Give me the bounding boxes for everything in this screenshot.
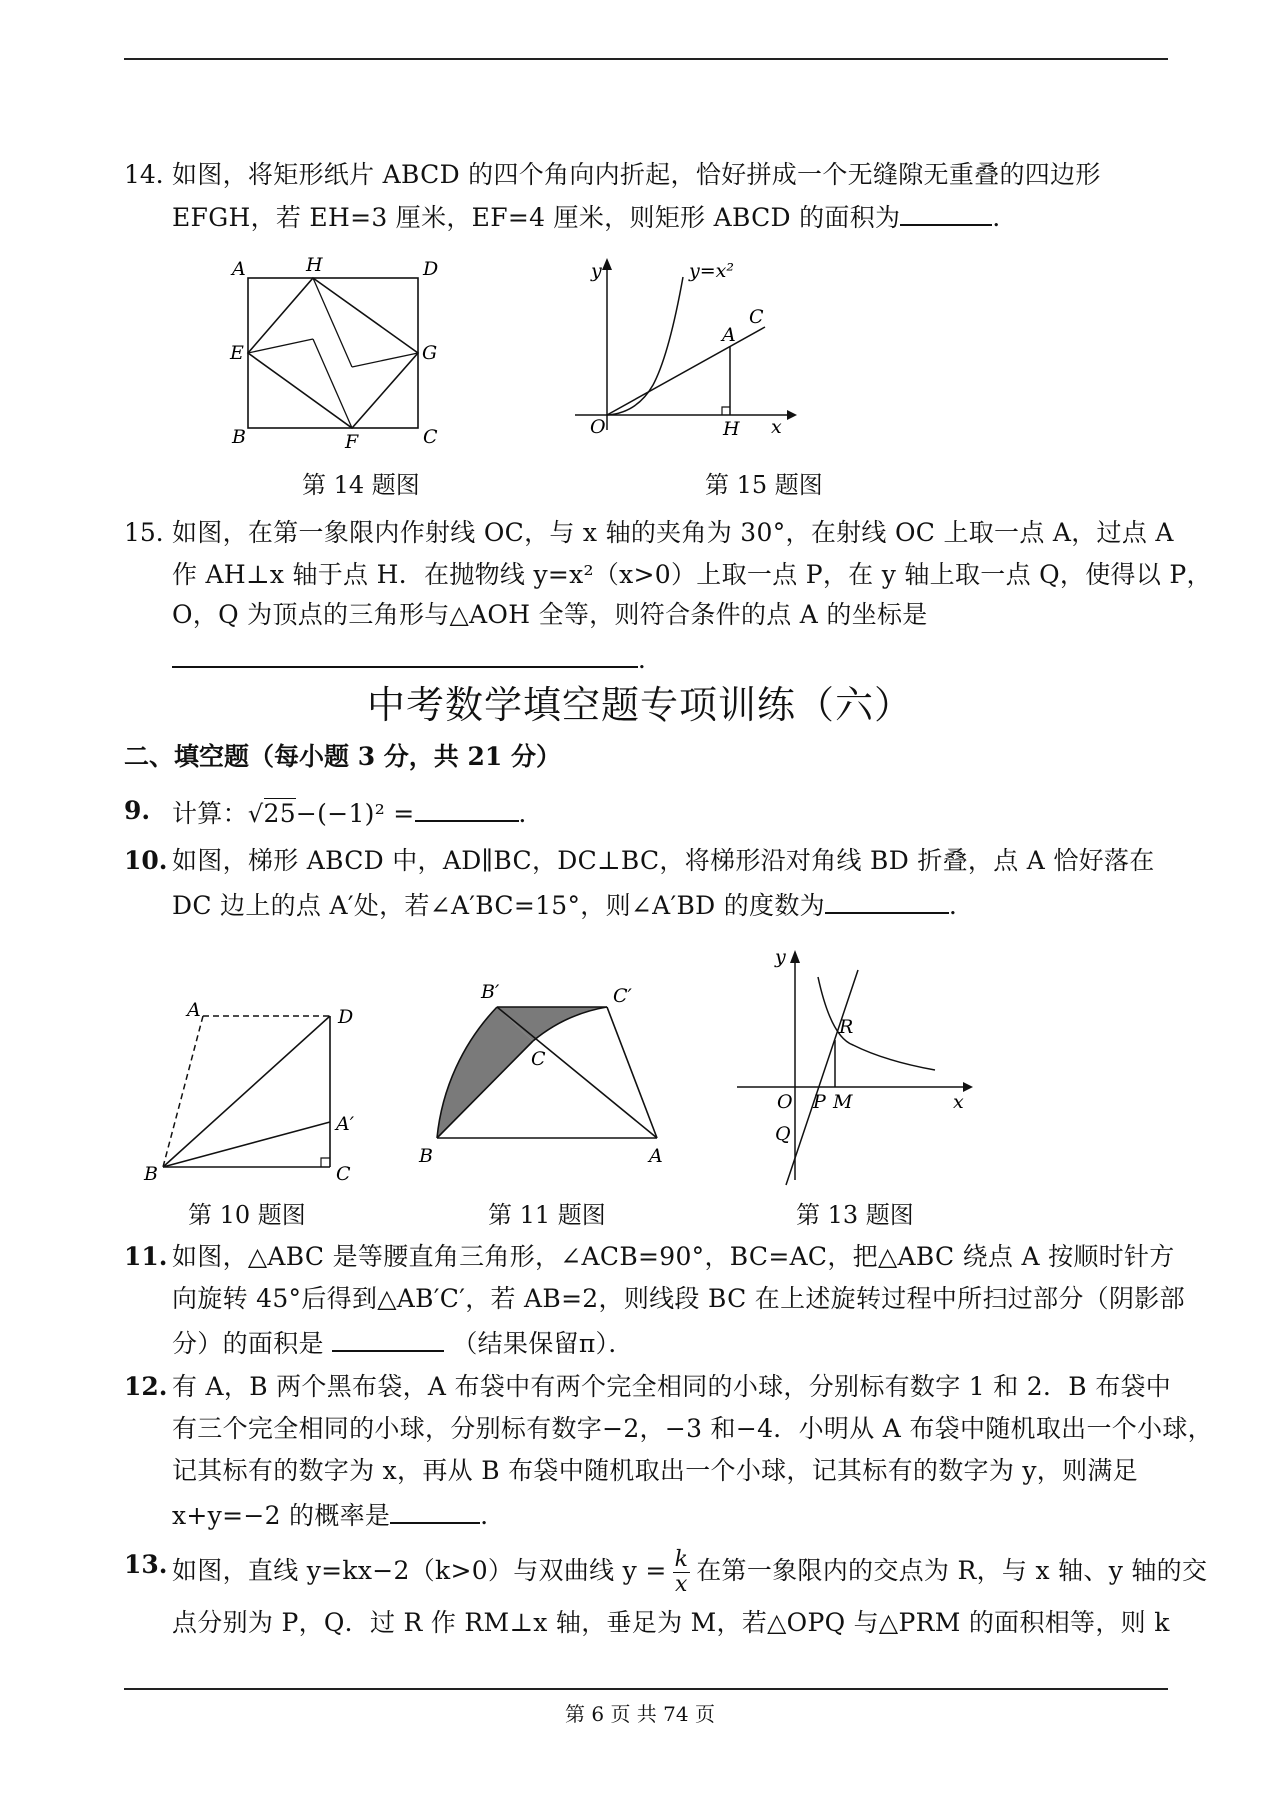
point-label: A′ (336, 1113, 355, 1135)
point-label: A (187, 999, 201, 1021)
footer-rule (124, 1688, 1168, 1690)
axis-label: x (771, 416, 782, 438)
question-text-line: 如图，在第一象限内作射线 OC，与 x 轴的夹角为 30°，在射线 OC 上取一点 A，过点 A (172, 518, 1174, 547)
figure-13 (735, 945, 975, 1195)
point-label: C (423, 426, 438, 448)
answer-blank[interactable] (825, 886, 949, 914)
fraction-numerator: k (674, 1547, 689, 1572)
question-text: DC 边上的点 A′处，若∠A′BC=15°，则∠A′BD 的度数为 (172, 891, 825, 920)
sqrt-symbol: √ (247, 800, 264, 828)
question-text-line: 作 AH⊥x 轴于点 H．在抛物线 y=x²（x>0）上取一点 P，在 y 轴上取一点 Q，使得以 P， (172, 560, 1212, 589)
point-label: A (649, 1145, 663, 1167)
point-label: O (590, 416, 606, 438)
fraction-denominator: x (675, 1572, 688, 1597)
question-text-line: 如图，将矩形纸片 ABCD 的四个角向内折起，恰好拼成一个无缝隙无重叠的四边形 (172, 160, 1101, 189)
point-label: D (423, 258, 439, 280)
point-label: P (813, 1091, 826, 1113)
question-number: 15． (124, 518, 181, 547)
figure-14-caption: 第 14 题图 (302, 471, 420, 499)
question-text: 如图，直线 y=kx−2（k>0）与双曲线 y = (172, 1556, 667, 1585)
answer-blank[interactable] (390, 1496, 480, 1524)
question-text-line (172, 794, 544, 831)
question-number: 9. (124, 796, 151, 825)
line-pq (786, 970, 858, 1185)
point-label: B (419, 1145, 433, 1167)
figure-10 (140, 990, 370, 1190)
point-label: O (777, 1091, 793, 1113)
point-label: B (232, 426, 246, 448)
y-axis-arrow (790, 950, 800, 963)
punctuation: ． (992, 203, 1018, 232)
question-text-line: 记其标有的数字为 x，再从 B 布袋中随机取出一个小球，记其标有的数字为 y，则满足 (172, 1456, 1138, 1485)
question-text-line: 有三个完全相同的小球，分别标有数字−2，−3 和−4．小明从 A 布袋中随机取出一个小球， (172, 1414, 1213, 1443)
question-text-line (172, 198, 1018, 235)
question-text-line: 如图，△ABC 是等腰直角三角形，∠ACB=90°，BC=AC，把△ABC 绕点 A 按顺时针方 (172, 1242, 1175, 1271)
point-label: C (336, 1163, 351, 1185)
punctuation: ． (948, 891, 975, 920)
y-axis-arrow (602, 258, 612, 270)
point-label: C′ (613, 985, 632, 1007)
question-text-line: 点分别为 P，Q．过 R 作 RM⊥x 轴，垂足为 M，若△OPQ 与△PRM 的面积相等，则 k (172, 1608, 1170, 1637)
question-text-line (172, 1496, 506, 1533)
figure-15 (565, 255, 795, 440)
axis-label: y (775, 946, 786, 968)
question-text: 在第一象限内的交点为 R，与 x 轴、y 轴的交 (696, 1556, 1208, 1585)
point-label: E (230, 342, 244, 364)
question-text: EFGH，若 EH=3 厘米，EF=4 厘米，则矩形 ABCD 的面积为 (172, 203, 901, 232)
point-label: H (306, 254, 323, 276)
right-angle-mark (321, 1158, 330, 1167)
point-label: A (232, 258, 246, 280)
point-label: F (345, 431, 359, 453)
x-axis-arrow (787, 410, 797, 420)
axis-label: x (953, 1091, 964, 1113)
segment-b2a (497, 1007, 657, 1138)
question-text: 分）的面积是 (172, 1329, 324, 1358)
question-number: 12. (124, 1372, 168, 1401)
punctuation: ． (518, 799, 544, 828)
question-text-line (172, 886, 974, 923)
ray-oc (607, 327, 765, 415)
right-angle-mark (722, 407, 730, 415)
figure-13-caption: 第 13 题图 (796, 1201, 914, 1229)
figure-11 (415, 975, 675, 1175)
header-rule (124, 58, 1168, 60)
question-text-line: O，Q 为顶点的三角形与△AOH 全等，则符合条件的点 A 的坐标是 (172, 600, 928, 629)
question-text: （结果保留π）． (452, 1329, 634, 1358)
section-heading: 二、填空题（每小题 3 分，共 21 分） (124, 742, 562, 771)
figure-14 (230, 254, 450, 453)
point-label: M (833, 1091, 853, 1113)
segment-ab (163, 1016, 203, 1167)
question-text-line: 向旋转 45°后得到△AB′C′，若 AB=2，则线段 BC 在上述旋转过程中所扫过部分（阴影部 (172, 1284, 1185, 1313)
math-expression: −(−1)² = (295, 799, 415, 828)
page-footer: 第 6 页 共 74 页 (565, 1702, 715, 1726)
point-label: R (839, 1016, 854, 1038)
radicand: 25 (263, 799, 296, 828)
question-number: 11. (124, 1242, 168, 1271)
page-title: 中考数学填空题专项训练（六） (366, 683, 913, 727)
axis-label: y (591, 260, 602, 282)
point-label: B′ (481, 981, 500, 1003)
answer-blank[interactable] (900, 198, 992, 226)
answer-blank[interactable] (172, 640, 638, 668)
punctuation: ． (638, 645, 664, 674)
point-label: D (338, 1006, 354, 1028)
rectangle-abcd (248, 278, 418, 428)
question-number: 10. (124, 846, 168, 875)
question-number: 13. (124, 1550, 168, 1579)
point-label: Q (775, 1123, 791, 1145)
punctuation: ． (480, 1501, 506, 1530)
point-label: B (144, 1163, 158, 1185)
point-label: G (422, 342, 438, 364)
question-text: 计算： (172, 799, 248, 828)
question-number: 14． (124, 160, 181, 189)
figure-11-caption: 第 11 题图 (488, 1201, 606, 1229)
question-text-line (172, 640, 663, 677)
figure-15-caption: 第 15 题图 (705, 471, 823, 499)
figure-10-caption: 第 10 题图 (188, 1201, 306, 1229)
fraction (673, 1548, 691, 1597)
question-text-line (172, 1324, 634, 1361)
point-label: C (531, 1048, 546, 1070)
point-label: H (723, 418, 740, 440)
point-label: A (722, 324, 736, 346)
quadrilateral-efgh (248, 278, 418, 428)
question-text-line: 如图，梯形 ABCD 中，AD∥BC，DC⊥BC，将梯形沿对角线 BD 折叠，点 A 恰好落在 (172, 846, 1155, 875)
question-text-line: 有 A，B 两个黑布袋，A 布袋中有两个完全相同的小球，分别标有数字 1 和 2．B 布袋中 (172, 1372, 1172, 1401)
question-text-line (172, 1548, 1207, 1597)
answer-blank[interactable] (415, 794, 519, 822)
answer-blank[interactable] (332, 1324, 444, 1352)
x-axis-arrow (963, 1082, 973, 1092)
point-label: C (749, 306, 764, 328)
curve-label: y=x² (689, 260, 734, 282)
question-text: x+y=−2 的概率是 (172, 1501, 391, 1530)
